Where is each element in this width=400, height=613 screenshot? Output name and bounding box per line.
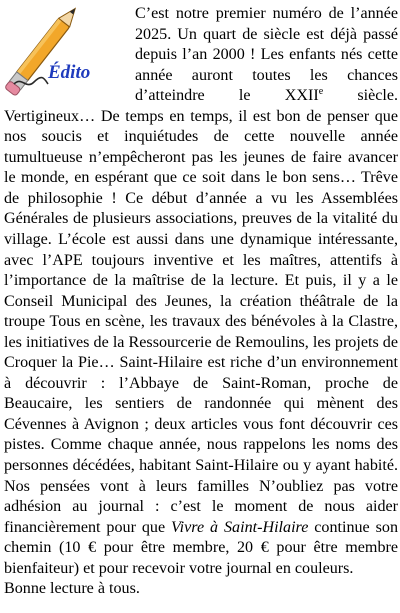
journal-name: Vivre à Saint-Hilaire (171, 518, 309, 536)
closing-line: Bonne lecture à tous. (4, 580, 140, 598)
editorial-page (4, 0, 398, 613)
editorial-logo (4, 0, 132, 96)
editorial-title: Édito (48, 62, 91, 83)
editorial-text-2: siècle. Vertigineux… De temps en temps, il est bon de penser que nos soucis et inquiétudes de cette nouvelle année tumultueuse n’empêcheront pas les jeunes de faire avancer le monde, en espérant que ce soit dans le bon sens… Trêve de philosophie ! Ce début d’année a vu les Assemblées Générales de plusieurs associations, preuves de la vitalité du village. L’école est aussi dans une dynamique intéressante, avec l’APE toujours inventive et les maîtres, attentifs à l’importance de la maîtrise de la lecture. Et puis, il y a le Conseil Municipal des Jeunes, la création théâtrale de la troupe Tous en scène, les travaux des bénévoles à la Clastre, les initiatives de la Ressourcerie de Remoulins, les projets de Croquer la Pie… Saint-Hilaire est riche d’un environnement à découvrir : l’Abbaye de Saint-Roman, proche de Beaucaire, les sentiers de randonnée qui mènent des Cévennes à Avignon ; deux articles vous font découvrir ces pistes. Comme chaque année, nous rappelons les noms des personnes décédées, habitant Saint-Hilaire ou y ayant habité. Nos pensées vont à leurs familles N’oubliez pas votre adhésion au journal : c’est le moment de nous aider financièrement pour que (4, 87, 398, 536)
editorial-text-1: C’est notre premier numéro de l’année 2025. Un quart de siècle est déjà passé depuis l’an 2000 ! Les enfants nés cette année auront toutes les chances d’atteindre le XXII (135, 5, 398, 105)
superscript-e: e (318, 86, 324, 98)
editorial-text-3: continue son chemin (10 € pour être membre, 20 € pour être membre bienfaiteur) et pour recevoir votre journal en couleurs. (4, 518, 398, 577)
